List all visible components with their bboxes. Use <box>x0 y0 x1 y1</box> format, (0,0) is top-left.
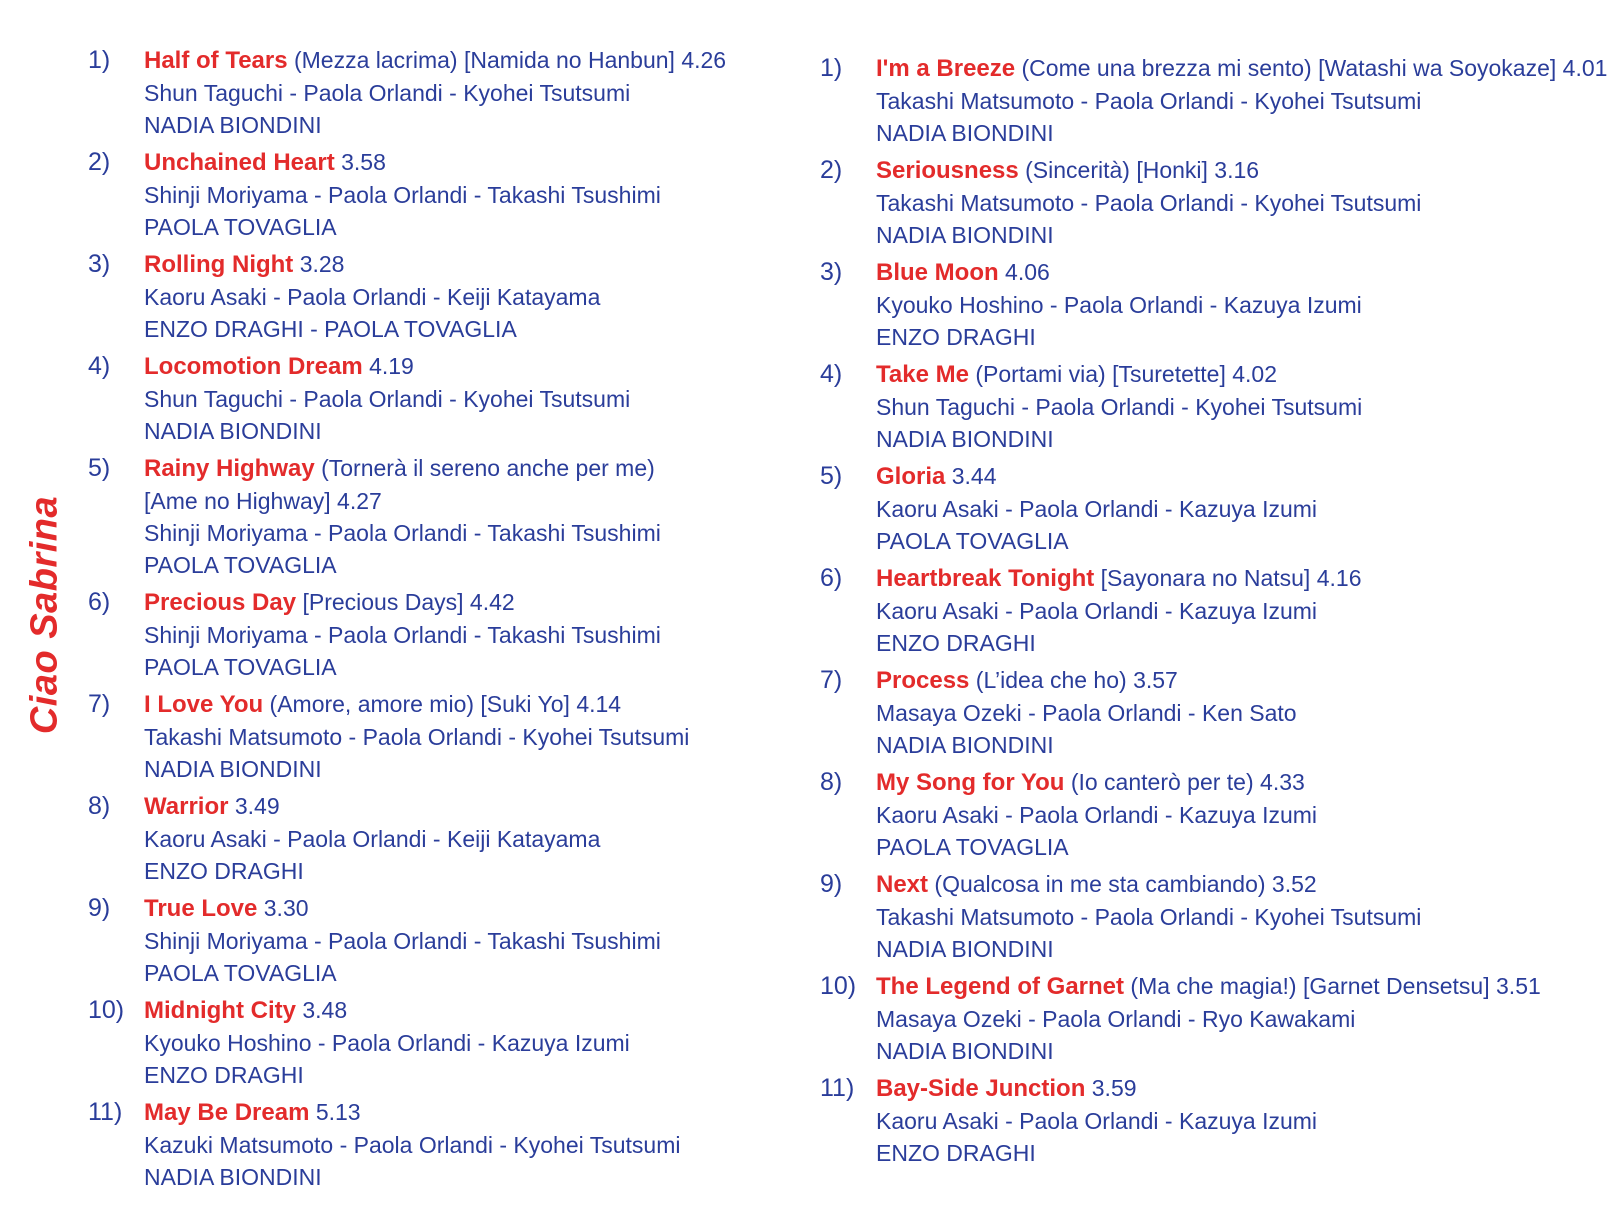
track-performer: PAOLA TOVAGLIA <box>144 654 337 680</box>
track-entry <box>88 688 788 785</box>
track-title-line <box>144 452 788 485</box>
track-info <box>876 358 1610 455</box>
track-info <box>876 970 1610 1067</box>
track-credits: Takashi Matsumoto - Paola Orlandi - Kyohei Tsutsumi <box>876 190 1422 216</box>
track-number: 1) <box>88 46 111 74</box>
track-performer: ENZO DRAGHI <box>144 1062 304 1088</box>
track-duration: 3.58 <box>341 149 386 175</box>
track-entry <box>88 586 788 683</box>
track-entry <box>88 1096 788 1193</box>
track-title: Next <box>876 871 929 898</box>
track-number: 1) <box>820 54 843 82</box>
track-info <box>876 562 1610 659</box>
track-alt-title: (Portami via) [Tsuretette] <box>975 361 1226 387</box>
track-duration: 3.30 <box>263 895 309 921</box>
track-entry <box>820 256 1610 353</box>
track-duration: 3.59 <box>1091 1075 1137 1101</box>
track-duration: 3.57 <box>1133 667 1178 693</box>
track-entry <box>820 1072 1610 1169</box>
track-info <box>144 688 788 785</box>
track-title-line <box>876 664 1610 697</box>
track-title-line <box>144 688 788 721</box>
track-entry <box>88 892 788 989</box>
track-number: 7) <box>88 690 111 718</box>
track-credits: Shun Taguchi - Paola Orlandi - Kyohei Tsutsumi <box>144 80 631 106</box>
track-performer: ENZO DRAGHI - PAOLA TOVAGLIA <box>144 316 517 342</box>
track-performer: PAOLA TOVAGLIA <box>144 552 337 578</box>
track-info <box>876 868 1610 965</box>
track-title: Rainy Highway <box>144 455 315 482</box>
track-title-line <box>876 460 1610 493</box>
track-entry <box>820 970 1610 1067</box>
track-duration: 3.28 <box>299 251 345 277</box>
track-performer: NADIA BIONDINI <box>876 120 1054 146</box>
track-title: My Song for You <box>876 769 1065 796</box>
track-performer: NADIA BIONDINI <box>876 426 1054 452</box>
track-performer: NADIA BIONDINI <box>144 418 322 444</box>
track-title: Locomotion Dream <box>144 353 363 380</box>
track-entry <box>820 664 1610 761</box>
track-duration: 4.02 <box>1232 361 1278 387</box>
track-title-line <box>876 52 1610 85</box>
track-credits: Takashi Matsumoto - Paola Orlandi - Kyohei Tsutsumi <box>144 724 690 750</box>
track-duration: 4.06 <box>1005 259 1050 285</box>
track-title-line <box>144 350 788 383</box>
track-alt-title: (Mezza lacrima) [Namida no Hanbun] <box>293 47 675 73</box>
track-duration: 4.33 <box>1260 769 1305 795</box>
track-credits: Kaoru Asaki - Paola Orlandi - Kazuya Izumi <box>876 598 1318 624</box>
track-info <box>144 44 788 141</box>
track-info <box>144 790 788 887</box>
track-performer: PAOLA TOVAGLIA <box>144 214 337 240</box>
track-credits: Kyouko Hoshino - Paola Orlandi - Kazuya Izumi <box>876 292 1362 318</box>
track-title: Rolling Night <box>144 251 294 278</box>
track-duration: 3.48 <box>302 997 348 1023</box>
track-duration: 4.01 <box>1562 55 1608 81</box>
tracklist-right <box>820 52 1610 1174</box>
track-title-line <box>876 868 1610 901</box>
track-title: True Love <box>144 895 258 922</box>
track-credits: Shinji Moriyama - Paola Orlandi - Takashi Tsushimi <box>144 622 661 648</box>
track-performer: PAOLA TOVAGLIA <box>144 960 337 986</box>
track-credits: Kaoru Asaki - Paola Orlandi - Keiji Katayama <box>144 284 601 310</box>
track-number: 2) <box>88 148 111 176</box>
track-alt-title-continued: [Ame no Highway] 4.27 <box>144 488 382 514</box>
track-entry <box>88 350 788 447</box>
track-credits: Takashi Matsumoto - Paola Orlandi - Kyohei Tsutsumi <box>876 904 1422 930</box>
track-credits: Kaoru Asaki - Paola Orlandi - Kazuya Izumi <box>876 496 1318 522</box>
track-duration: 3.52 <box>1271 871 1317 897</box>
track-credits: Shun Taguchi - Paola Orlandi - Kyohei Tsutsumi <box>876 394 1363 420</box>
track-duration: 5.13 <box>315 1099 361 1125</box>
track-alt-title: [Precious Days] <box>302 589 464 615</box>
track-performer: NADIA BIONDINI <box>876 222 1054 248</box>
track-title-line <box>144 146 788 179</box>
track-credits: Masaya Ozeki - Paola Orlandi - Ken Sato <box>876 700 1297 726</box>
track-title: Precious Day <box>144 589 297 616</box>
track-number: 11) <box>88 1098 123 1126</box>
track-credits: Takashi Matsumoto - Paola Orlandi - Kyohei Tsutsumi <box>876 88 1422 114</box>
track-title-line <box>876 256 1610 289</box>
track-entry <box>88 146 788 243</box>
track-number: 8) <box>88 792 111 820</box>
side-title <box>0 0 66 735</box>
track-title-line <box>876 766 1610 799</box>
track-number: 5) <box>88 454 111 482</box>
track-credits: Shinji Moriyama - Paola Orlandi - Takashi Tsushimi <box>144 182 661 208</box>
track-duration: 3.44 <box>951 463 997 489</box>
track-alt-title: [Sayonara no Natsu] <box>1100 565 1311 591</box>
track-title: I'm a Breeze <box>876 55 1016 82</box>
track-credits: Shun Taguchi - Paola Orlandi - Kyohei Tsutsumi <box>144 386 631 412</box>
track-alt-title: (Io canterò per te) <box>1070 769 1254 795</box>
track-number: 7) <box>820 666 843 694</box>
track-performer: ENZO DRAGHI <box>876 324 1036 350</box>
track-number: 4) <box>88 352 111 380</box>
track-credits: Masaya Ozeki - Paola Orlandi - Ryo Kawakami <box>876 1006 1356 1032</box>
track-title: Process <box>876 667 970 694</box>
track-info <box>144 994 788 1091</box>
track-title: The Legend of Garnet <box>876 973 1125 1000</box>
track-entry <box>88 452 788 581</box>
track-alt-title: (L’idea che ho) <box>975 667 1127 693</box>
track-title-line <box>144 586 788 619</box>
track-credits: Kaoru Asaki - Paola Orlandi - Kazuya Izumi <box>876 1108 1318 1134</box>
track-number: 10) <box>820 972 857 1000</box>
track-info <box>876 154 1610 251</box>
track-info <box>876 766 1610 863</box>
track-title: Warrior <box>144 793 229 820</box>
track-alt-title: (Qualcosa in me sta cambiando) <box>934 871 1266 897</box>
track-alt-title: (Ma che magia!) [Garnet Densetsu] <box>1130 973 1490 999</box>
track-title: Gloria <box>876 463 946 490</box>
track-performer: NADIA BIONDINI <box>144 112 322 138</box>
track-performer: PAOLA TOVAGLIA <box>876 528 1069 554</box>
track-entry <box>820 358 1610 455</box>
track-number: 2) <box>820 156 843 184</box>
track-number: 10) <box>88 996 125 1024</box>
track-entry <box>820 52 1610 149</box>
track-duration: 3.49 <box>234 793 280 819</box>
track-credits: Kyouko Hoshino - Paola Orlandi - Kazuya Izumi <box>144 1030 630 1056</box>
track-title: Bay-Side Junction <box>876 1075 1086 1102</box>
track-credits: Kaoru Asaki - Paola Orlandi - Kazuya Izumi <box>876 802 1318 828</box>
track-alt-title: (Amore, amore mio) [Suki Yo] <box>269 691 570 717</box>
track-credits: Shinji Moriyama - Paola Orlandi - Takashi Tsushimi <box>144 928 661 954</box>
track-entry <box>88 994 788 1091</box>
track-title: Half of Tears <box>144 47 288 74</box>
track-number: 9) <box>88 894 111 922</box>
track-credits: Shinji Moriyama - Paola Orlandi - Takashi Tsushimi <box>144 520 661 546</box>
track-performer: NADIA BIONDINI <box>876 1038 1054 1064</box>
track-duration: 4.14 <box>576 691 622 717</box>
track-number: 3) <box>820 258 843 286</box>
track-title-line <box>876 358 1610 391</box>
track-title-line <box>144 1096 788 1129</box>
track-info <box>876 1072 1610 1169</box>
track-title-line <box>876 562 1610 595</box>
track-info <box>144 452 788 581</box>
track-number: 9) <box>820 870 843 898</box>
track-title-line <box>876 1072 1610 1105</box>
track-info <box>144 1096 788 1193</box>
track-performer: NADIA BIONDINI <box>876 732 1054 758</box>
track-number: 3) <box>88 250 111 278</box>
track-performer: ENZO DRAGHI <box>144 858 304 884</box>
track-title-line <box>144 790 788 823</box>
track-title: May Be Dream <box>144 1099 310 1126</box>
track-title-line <box>876 154 1610 187</box>
track-info <box>144 586 788 683</box>
track-duration: 4.16 <box>1316 565 1362 591</box>
track-info <box>144 248 788 345</box>
track-title: I Love You <box>144 691 264 718</box>
track-entry <box>820 154 1610 251</box>
track-number: 6) <box>88 588 111 616</box>
track-performer: PAOLA TOVAGLIA <box>876 834 1069 860</box>
track-credits: Kazuki Matsumoto - Paola Orlandi - Kyohei Tsutsumi <box>144 1132 681 1158</box>
track-duration: 3.51 <box>1496 973 1541 999</box>
track-title: Midnight City <box>144 997 296 1024</box>
track-entry <box>820 562 1610 659</box>
track-title-line <box>876 970 1610 1003</box>
track-performer: ENZO DRAGHI <box>876 630 1036 656</box>
track-performer: NADIA BIONDINI <box>876 936 1054 962</box>
track-entry <box>820 460 1610 557</box>
track-title-line <box>144 248 788 281</box>
track-alt-title: (Come una brezza mi sento) [Watashi wa Soyokaze] <box>1021 55 1557 81</box>
track-title: Blue Moon <box>876 259 999 286</box>
track-number: 8) <box>820 768 843 796</box>
track-alt-title: (Sincerità) [Honki] <box>1025 157 1208 183</box>
track-duration: 3.16 <box>1214 157 1260 183</box>
track-info <box>876 664 1610 761</box>
album-title: Ciao Sabrina <box>23 495 66 735</box>
track-number: 6) <box>820 564 843 592</box>
track-duration: 4.42 <box>469 589 515 615</box>
track-title-line <box>144 994 788 1027</box>
track-performer: ENZO DRAGHI <box>876 1140 1036 1166</box>
track-alt-title: (Tornerà il sereno anche per me) <box>321 455 655 481</box>
track-title-line <box>144 892 788 925</box>
track-entry <box>88 790 788 887</box>
track-title: Unchained Heart <box>144 149 335 176</box>
track-info <box>876 52 1610 149</box>
track-entry <box>88 248 788 345</box>
track-info <box>144 146 788 243</box>
track-performer: NADIA BIONDINI <box>144 1164 322 1190</box>
track-info <box>876 460 1610 557</box>
track-title-line <box>144 44 788 77</box>
track-number: 11) <box>820 1074 855 1102</box>
track-duration: 4.19 <box>369 353 414 379</box>
track-title: Seriousness <box>876 157 1019 184</box>
track-entry <box>88 44 788 141</box>
track-title: Heartbreak Tonight <box>876 565 1095 592</box>
track-entry <box>820 868 1610 965</box>
track-entry <box>820 766 1610 863</box>
track-number: 4) <box>820 360 843 388</box>
track-credits: Kaoru Asaki - Paola Orlandi - Keiji Katayama <box>144 826 601 852</box>
track-performer: NADIA BIONDINI <box>144 756 322 782</box>
track-duration: 4.26 <box>681 47 727 73</box>
tracklist-left <box>88 44 788 1198</box>
track-info <box>876 256 1610 353</box>
track-number: 5) <box>820 462 843 490</box>
track-title: Take Me <box>876 361 969 388</box>
track-info <box>144 350 788 447</box>
track-info <box>144 892 788 989</box>
